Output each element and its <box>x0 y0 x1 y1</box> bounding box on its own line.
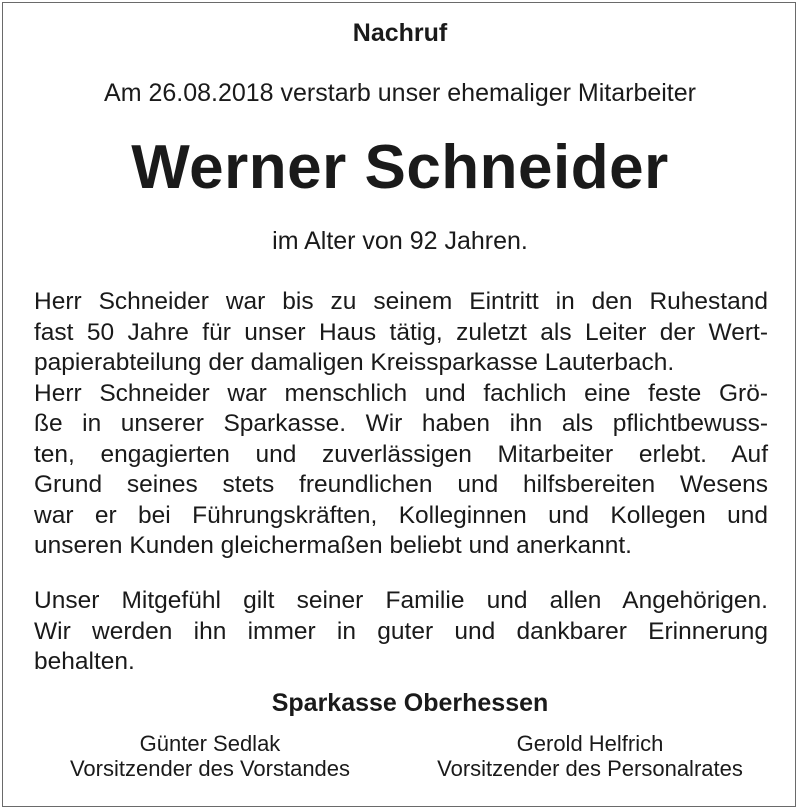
signatory-name: Gerold Helfrich <box>516 731 664 756</box>
age-line: im Alter von 92 Jahren. <box>272 227 528 255</box>
paragraph-line: Herr Schneider war bis zu seinem Eintritt in den Ruhestand <box>34 288 768 315</box>
paragraph-line: unseren Kunden gleichermaßen beliebt und anerkannt. <box>34 532 632 559</box>
signatory-left <box>40 731 380 781</box>
paragraph-line: behalten. <box>34 648 135 675</box>
deceased-name: Werner Schneider <box>131 133 669 202</box>
intro-line: Am 26.08.2018 verstarb unser ehemaliger Mitarbeiter <box>104 79 696 107</box>
paragraph-line: ße in unserer Sparkasse. Wir haben ihn als pflichtbewuss- <box>34 410 768 437</box>
signatory-name: Günter Sedlak <box>139 731 281 756</box>
paragraph-line: Herr Schneider war menschlich und fachlich eine feste Grö- <box>34 379 768 407</box>
paragraph-line: Unser Mitgefühl gilt seiner Familie und allen Angehörigen. <box>34 587 768 614</box>
paragraph-line: war er bei Führungskräften, Kolleginnen und Kollegen und <box>34 501 768 529</box>
organization-name: Sparkasse Oberhessen <box>271 689 549 717</box>
tribute-paragraph <box>34 287 768 562</box>
paragraph-line: fast 50 Jahre für unser Haus tätig, zuletzt als Leiter der Wert- <box>34 318 768 346</box>
notice-heading: Nachruf <box>352 19 448 47</box>
paragraph-line: ten, engagierten und zuverlässigen Mitarbeiter erlebt. Auf <box>34 440 768 468</box>
paragraph-line: Grund seines stets freundlichen und hilfsbereiten Wesens <box>34 471 768 498</box>
signatory-title: Vorsitzender des Vorstandes <box>69 756 351 781</box>
condolence-paragraph <box>34 586 768 678</box>
signatory-right <box>410 731 770 781</box>
paragraph-line: papierabteilung der damaligen Kreissparkasse Lauterbach. <box>34 349 675 376</box>
paragraph-line: Wir werden ihn immer in guter und dankbarer Erinnerung <box>34 617 768 645</box>
signatory-title: Vorsitzender des Personalrates <box>437 756 743 781</box>
